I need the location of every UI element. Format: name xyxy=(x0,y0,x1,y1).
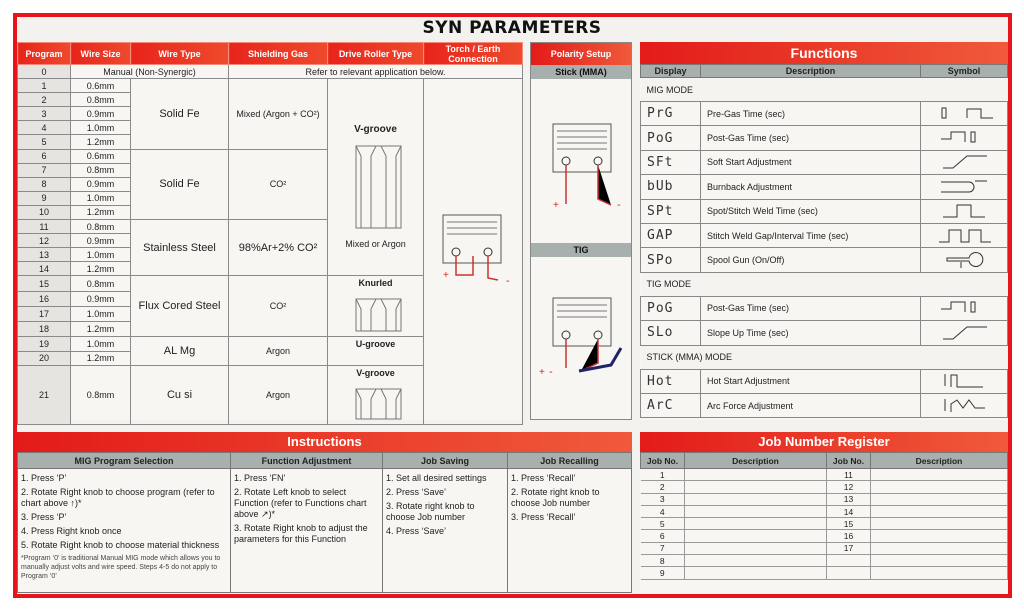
job-description-field[interactable] xyxy=(685,481,827,493)
function-row xyxy=(641,175,1008,199)
job-number: 14 xyxy=(827,505,871,517)
instruction-step: 2. Rotate Right knob to choose program (refer to chart above ↑)* xyxy=(21,487,215,508)
program-number: 16 xyxy=(18,291,71,306)
job-row xyxy=(641,530,1008,542)
job-description-field[interactable] xyxy=(685,469,827,481)
function-row xyxy=(641,199,1008,223)
job-description-field[interactable] xyxy=(685,518,827,530)
function-row xyxy=(641,126,1008,150)
job-number: 9 xyxy=(641,567,685,579)
wire-size: 0.9mm xyxy=(71,177,131,191)
shielding-gas: 98%Ar+2% CO² xyxy=(229,220,328,276)
col-wire-type: Wire Type xyxy=(131,43,229,65)
instruction-step: 1. Press ‘Recall’ xyxy=(511,473,576,483)
program-number: 10 xyxy=(18,205,71,219)
shielding-gas: CO² xyxy=(229,149,328,219)
job-description-field[interactable] xyxy=(871,530,1008,542)
instruction-step: 4. Press Right knob once xyxy=(21,526,122,536)
wire-size: 1.0mm xyxy=(71,337,131,351)
job-description-field[interactable] xyxy=(685,505,827,517)
refer-note: Refer to relevant application below. xyxy=(229,65,523,79)
instruction-step: 2. Rotate right knob to choose Job number xyxy=(511,487,600,508)
job-row xyxy=(641,542,1008,554)
col-description: Description xyxy=(701,65,921,78)
recall-steps xyxy=(508,469,632,593)
wire-size: 0.6mm xyxy=(71,149,131,163)
wire-size: 0.9mm xyxy=(71,234,131,248)
function-description: Spot/Stitch Weld Time (sec) xyxy=(701,199,921,223)
program-number: 21 xyxy=(18,365,71,424)
function-symbol-icon xyxy=(921,369,1008,393)
col-description: Description xyxy=(871,453,1008,469)
wire-type: Stainless Steel xyxy=(131,220,229,276)
shielding-gas: Argon xyxy=(229,337,328,365)
stick-mma-label: Stick (MMA) xyxy=(531,65,631,79)
program-0-note: *Program ‘0’ is traditional Manual MIG mode which allows you to manually adjust volts and wire speed. Steps 4-5 do not apply to Program ‘0’ xyxy=(21,555,221,580)
display-code: GAP xyxy=(641,223,701,247)
job-description-field[interactable] xyxy=(685,555,827,567)
wire-size: 1.0mm xyxy=(71,191,131,205)
svg-text:+: + xyxy=(539,367,545,378)
col-mig-program: MIG Program Selection xyxy=(18,453,231,469)
instruction-step: 1. Press ‘FN’ xyxy=(234,473,286,483)
col-symbol: Symbol xyxy=(921,65,1008,78)
drive-roller-vgroove2 xyxy=(328,365,424,424)
shielding-gas: Mixed (Argon + CO²) xyxy=(229,79,328,149)
save-steps xyxy=(383,469,508,593)
roller-type-label: Knurled xyxy=(358,278,393,289)
mig-steps xyxy=(18,469,231,593)
display-code: SLo xyxy=(641,321,701,345)
roller-type-label: V-groove xyxy=(356,367,395,378)
instruction-step: 3. Rotate right knob to choose Job number xyxy=(386,501,475,522)
mig-mode-label: MIG MODE xyxy=(641,78,1008,102)
wire-size: 0.8mm xyxy=(71,220,131,234)
job-number: 3 xyxy=(641,493,685,505)
drive-roller-knurled xyxy=(328,276,424,337)
function-row xyxy=(641,248,1008,272)
job-number: 1 xyxy=(641,469,685,481)
program-number: 17 xyxy=(18,306,71,321)
program-number: 20 xyxy=(18,351,71,365)
wire-type: Flux Cored Steel xyxy=(131,276,229,337)
wire-type: Cu si xyxy=(131,365,229,424)
wire-size: 1.2mm xyxy=(71,322,131,337)
instructions-header: Instructions xyxy=(17,432,632,452)
col-display: Display xyxy=(641,65,701,78)
program-number: 1 xyxy=(18,79,71,93)
col-job-saving: Job Saving xyxy=(383,453,508,469)
display-code: SPt xyxy=(641,199,701,223)
function-symbol-icon xyxy=(921,321,1008,345)
function-symbol-icon xyxy=(921,175,1008,199)
col-shielding-gas: Shielding Gas xyxy=(229,43,328,65)
shielding-gas: CO² xyxy=(229,276,328,337)
page-title: SYN PARAMETERS xyxy=(422,18,602,38)
wire-size: 0.9mm xyxy=(71,291,131,306)
job-description-field[interactable] xyxy=(871,518,1008,530)
functions-header: Functions xyxy=(640,42,1008,64)
col-function-adjustment: Function Adjustment xyxy=(231,453,383,469)
instruction-step: 3. Press ‘P’ xyxy=(21,512,67,522)
function-symbol-icon xyxy=(921,223,1008,247)
job-row xyxy=(641,505,1008,517)
wire-size: 1.0mm xyxy=(71,248,131,262)
function-description: Post-Gas Time (sec) xyxy=(701,296,921,320)
job-number: 7 xyxy=(641,542,685,554)
wire-size: 1.2mm xyxy=(71,351,131,365)
roller-type-label: U-groove xyxy=(355,339,396,350)
job-description-field[interactable] xyxy=(871,555,1008,567)
function-description: Soft Start Adjustment xyxy=(701,150,921,174)
instruction-step: 1. Press ‘P’ xyxy=(21,473,67,483)
manual-mode: Manual (Non-Synergic) xyxy=(71,65,229,79)
job-number: 5 xyxy=(641,518,685,530)
job-row xyxy=(641,493,1008,505)
display-code: PoG xyxy=(641,296,701,320)
table-row xyxy=(18,79,523,93)
wire-size: 0.8mm xyxy=(71,93,131,107)
function-row xyxy=(641,393,1008,417)
functions-panel xyxy=(640,42,1008,420)
wire-size: 0.6mm xyxy=(71,79,131,93)
program-number: 15 xyxy=(18,276,71,291)
instruction-step: 2. Press ‘Save’ xyxy=(386,487,447,497)
col-job-no: Job No. xyxy=(641,453,685,469)
fn-steps xyxy=(231,469,383,593)
program-number: 5 xyxy=(18,135,71,149)
drive-roller-vgroove xyxy=(328,79,424,276)
svg-text:+: + xyxy=(553,200,559,209)
function-description: Hot Start Adjustment xyxy=(701,369,921,393)
program-number: 19 xyxy=(18,337,71,351)
function-description: Stitch Weld Gap/Interval Time (sec) xyxy=(701,223,921,247)
job-description-field[interactable] xyxy=(871,505,1008,517)
job-number: 6 xyxy=(641,530,685,542)
col-drive-roller: Drive Roller Type xyxy=(328,43,424,65)
instruction-step: 3. Rotate Right knob to adjust the parameters for this Function xyxy=(234,523,368,544)
job-description-field[interactable] xyxy=(685,542,827,554)
job-description-field[interactable] xyxy=(871,481,1008,493)
job-row xyxy=(641,555,1008,567)
function-symbol-icon xyxy=(921,199,1008,223)
job-description-field[interactable] xyxy=(871,469,1008,481)
wire-type: Solid Fe xyxy=(131,149,229,219)
program-number: 2 xyxy=(18,93,71,107)
shielding-gas: Argon xyxy=(229,365,328,424)
display-code: Hot xyxy=(641,369,701,393)
mixed-or-argon-note: Mixed or Argon xyxy=(345,239,406,250)
function-symbol-icon xyxy=(921,126,1008,150)
tig-polarity-diagram xyxy=(531,283,631,383)
wire-type: Solid Fe xyxy=(131,79,229,149)
program-number: 8 xyxy=(18,177,71,191)
job-number: 2 xyxy=(641,481,685,493)
roller-type-label: V-groove xyxy=(354,124,397,136)
job-number: 12 xyxy=(827,481,871,493)
wire-size: 0.8mm xyxy=(71,163,131,177)
program-number: 7 xyxy=(18,163,71,177)
col-torch-earth: Torch / Earth Connection xyxy=(424,43,523,65)
display-code: ArC xyxy=(641,393,701,417)
wire-size: 1.2mm xyxy=(71,262,131,276)
job-register-header: Job Number Register xyxy=(640,432,1008,452)
job-number: 8 xyxy=(641,555,685,567)
stick-mode-label: STICK (MMA) MODE xyxy=(641,345,1008,369)
tig-label: TIG xyxy=(531,243,631,257)
instruction-step: 4. Press ‘Save’ xyxy=(386,526,447,536)
job-number: 17 xyxy=(827,542,871,554)
function-symbol-icon xyxy=(921,102,1008,126)
svg-text:-: - xyxy=(506,275,510,288)
job-row xyxy=(641,481,1008,493)
polarity-setup-panel xyxy=(530,42,632,420)
function-row xyxy=(641,296,1008,320)
col-program: Program xyxy=(18,43,71,65)
function-description: Post-Gas Time (sec) xyxy=(701,126,921,150)
roller-groove-icon xyxy=(328,141,423,233)
program-number: 3 xyxy=(18,107,71,121)
display-code: SFt xyxy=(641,150,701,174)
wire-size: 1.0mm xyxy=(71,306,131,321)
wire-size: 0.9mm xyxy=(71,107,131,121)
job-number xyxy=(827,555,871,567)
display-code: PrG xyxy=(641,102,701,126)
tig-mode xyxy=(641,272,1008,296)
function-row xyxy=(641,321,1008,345)
program-number: 12 xyxy=(18,234,71,248)
display-code: bUb xyxy=(641,175,701,199)
program-number: 11 xyxy=(18,220,71,234)
function-description: Spool Gun (On/Off) xyxy=(701,248,921,272)
instruction-step: 1. Set all desired settings xyxy=(386,473,487,483)
instructions-panel xyxy=(17,432,632,594)
stick-polarity-diagram xyxy=(531,79,631,209)
roller-groove-icon xyxy=(328,294,423,336)
wire-size: 1.2mm xyxy=(71,135,131,149)
torch-earth-diagram xyxy=(424,79,523,425)
wire-size: 1.2mm xyxy=(71,205,131,219)
program-number: 9 xyxy=(18,191,71,205)
job-description-field[interactable] xyxy=(685,567,827,579)
job-description-field[interactable] xyxy=(685,493,827,505)
col-job-recalling: Job Recalling xyxy=(508,453,632,469)
instruction-step: 2. Rotate Left knob to select Function (refer to Functions chart above ↗)* xyxy=(234,487,367,519)
roller-groove-icon xyxy=(328,384,423,424)
instruction-step: 5. Rotate Right knob to choose material thickness xyxy=(21,540,220,550)
program-number: 4 xyxy=(18,121,71,135)
drive-roller-ugroove xyxy=(328,337,424,365)
job-row xyxy=(641,567,1008,579)
svg-text:-: - xyxy=(617,199,621,209)
job-description-field[interactable] xyxy=(685,530,827,542)
function-row xyxy=(641,223,1008,247)
program-number: 6 xyxy=(18,149,71,163)
job-number-register xyxy=(640,432,1008,594)
function-symbol-icon xyxy=(921,248,1008,272)
wire-type: AL Mg xyxy=(131,337,229,365)
stick-mode xyxy=(641,345,1008,369)
instruction-step: 3. Press ‘Recall’ xyxy=(511,512,576,522)
function-row xyxy=(641,102,1008,126)
function-description: Arc Force Adjustment xyxy=(701,393,921,417)
job-number: 4 xyxy=(641,505,685,517)
program-number: 13 xyxy=(18,248,71,262)
polarity-header: Polarity Setup xyxy=(531,43,631,65)
wire-size: 1.0mm xyxy=(71,121,131,135)
function-row xyxy=(641,150,1008,174)
job-number: 11 xyxy=(827,469,871,481)
job-row xyxy=(641,518,1008,530)
mig-mode xyxy=(641,78,1008,102)
syn-parameters-table xyxy=(17,42,523,420)
program-0: 0 xyxy=(18,65,71,79)
job-number: 15 xyxy=(827,518,871,530)
display-code: SPo xyxy=(641,248,701,272)
function-symbol-icon xyxy=(921,150,1008,174)
function-description: Slope Up Time (sec) xyxy=(701,321,921,345)
function-symbol-icon xyxy=(921,296,1008,320)
function-description: Burnback Adjustment xyxy=(701,175,921,199)
program-number: 18 xyxy=(18,322,71,337)
svg-text:+: + xyxy=(443,270,449,282)
svg-text:-: - xyxy=(549,366,553,378)
job-description-field[interactable] xyxy=(871,567,1008,579)
job-description-field[interactable] xyxy=(871,493,1008,505)
job-number: 16 xyxy=(827,530,871,542)
program-number: 14 xyxy=(18,262,71,276)
function-symbol-icon xyxy=(921,393,1008,417)
job-description-field[interactable] xyxy=(871,542,1008,554)
display-code: PoG xyxy=(641,126,701,150)
wire-size: 0.8mm xyxy=(71,365,131,424)
col-description: Description xyxy=(685,453,827,469)
job-row xyxy=(641,469,1008,481)
col-job-no: Job No. xyxy=(827,453,871,469)
tig-mode-label: TIG MODE xyxy=(641,272,1008,296)
job-number xyxy=(827,567,871,579)
col-wire-size: Wire Size xyxy=(71,43,131,65)
function-description: Pre-Gas Time (sec) xyxy=(701,102,921,126)
wire-size: 0.8mm xyxy=(71,276,131,291)
job-number: 13 xyxy=(827,493,871,505)
function-row xyxy=(641,369,1008,393)
